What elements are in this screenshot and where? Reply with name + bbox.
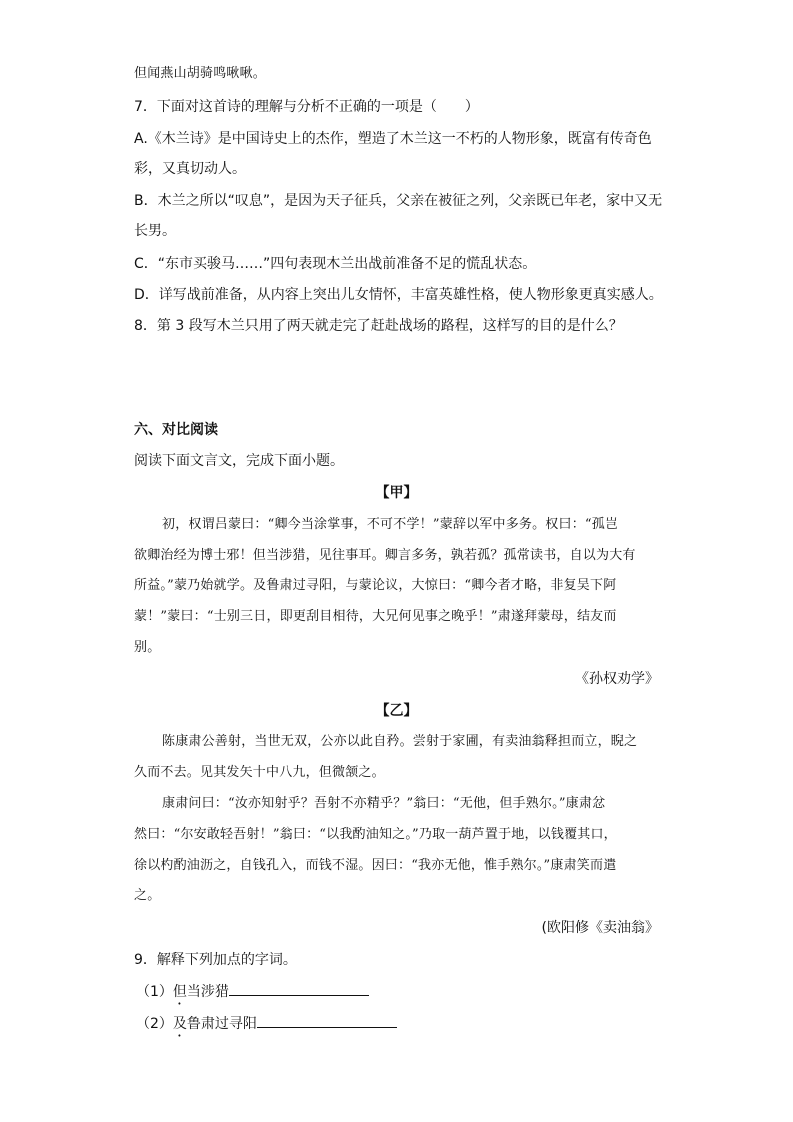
passage-jia-line: 别。 — [134, 640, 161, 655]
passage-yi-source: (欧阳修《卖油翁》 — [541, 920, 659, 936]
passage-jia-line: 初，权谓吕蒙曰：“卿今当涂掌事，不可不学！”蒙辞以军中多务。权曰：“孤岂 — [162, 517, 619, 532]
q9-item-1-number: （1） — [136, 984, 173, 1000]
q7-option-b-line1: B．木兰之所以“叹息”，是因为天子征兵，父亲在被征之列，父亲既已年老，家中又无 — [134, 193, 663, 209]
q8-stem: 8．第 3 段写木兰只用了两天就走完了赶赴战场的路程，这样写的目的是什么？ — [134, 318, 623, 334]
q7-option-c: C．“东市买骏马……”四句表现木兰出战前准备不足的慌乱状态。 — [134, 256, 537, 272]
section-instruction: 阅读下面文言文，完成下面小题。 — [134, 453, 344, 469]
q9-item-2 — [136, 1013, 397, 1040]
q7-option-d: D．详写战前准备，从内容上突出儿女情怀，丰富英雄性格，使人物形象更真实感人。 — [134, 287, 663, 303]
passage-jia-line: 所益。”蒙乃始就学。及鲁肃过寻阳，与蒙论议，大惊曰：“卿今者才略，非复吴下阿 — [134, 578, 617, 593]
q9-item-1-dotted-char: 但 — [172, 984, 187, 1000]
q7-option-a-line1: A.《木兰诗》是中国诗史上的杰作，塑造了木兰这一不朽的人物形象，既富有传奇色 — [134, 131, 652, 147]
q7-option-b-line2: 长男。 — [134, 223, 176, 239]
passage-yi-line: 康肃问曰：“汝亦知射乎？吾射不亦精乎？”翁曰：“无他，但手熟尔。”康肃忿 — [162, 796, 606, 811]
section-title: 六、对比阅读 — [134, 422, 218, 438]
q7-option-a-line2: 彩，又真切动人。 — [134, 161, 246, 177]
q9-stem: 9．解释下列加点的字词。 — [134, 952, 297, 968]
passage-yi-line: 然曰：“尔安敢轻吾射！”翁曰：“以我酌油知之。”乃取一葫芦置于地，以钱覆其口， — [134, 827, 617, 842]
passage-yi-label: 【乙】 — [375, 703, 418, 719]
q9-item-1-text: 当涉猎 — [186, 984, 229, 1000]
q9-item-2-dotted-char: 及 — [172, 1016, 187, 1032]
passage-yi-line: 之。 — [134, 888, 161, 903]
passage-jia-label: 【甲】 — [375, 485, 418, 501]
q9-item-1-answer-blank[interactable] — [229, 981, 369, 996]
passage-yi-line: 久而不去。见其发矢十中八九，但微颔之。 — [134, 765, 385, 780]
passage-yi-line: 陈康肃公善射，当世无双，公亦以此自矜。尝射于家圃，有卖油翁释担而立，睨之 — [162, 734, 638, 749]
q9-item-2-answer-blank[interactable] — [257, 1013, 397, 1028]
passage-jia-line: 蒙！”蒙曰：“士别三日，即更刮目相待，大兄何见事之晚乎！”肃遂拜蒙母，结友而 — [134, 609, 617, 624]
q9-item-2-text: 鲁肃过寻阳 — [186, 1016, 257, 1032]
q9-item-1 — [136, 981, 369, 1008]
passage-yi-line: 徐以杓酌油沥之，自钱孔入，而钱不湿。因曰：“我亦无他，惟手熟尔。”康肃笑而遣 — [134, 858, 617, 873]
poem-tail-line: 但闻燕山胡骑鸣啾啾。 — [134, 66, 267, 81]
passage-jia-source: 《孙权劝学》 — [575, 671, 659, 687]
passage-jia-line: 欲卿治经为博士邪！但当涉猎，见往事耳。卿言多务，孰若孤？孤常读书，自以为大有 — [134, 548, 636, 563]
q9-item-2-number: （2） — [136, 1016, 173, 1032]
q7-stem: 7．下面对这首诗的理解与分析不正确的一项是（ ） — [134, 99, 479, 115]
